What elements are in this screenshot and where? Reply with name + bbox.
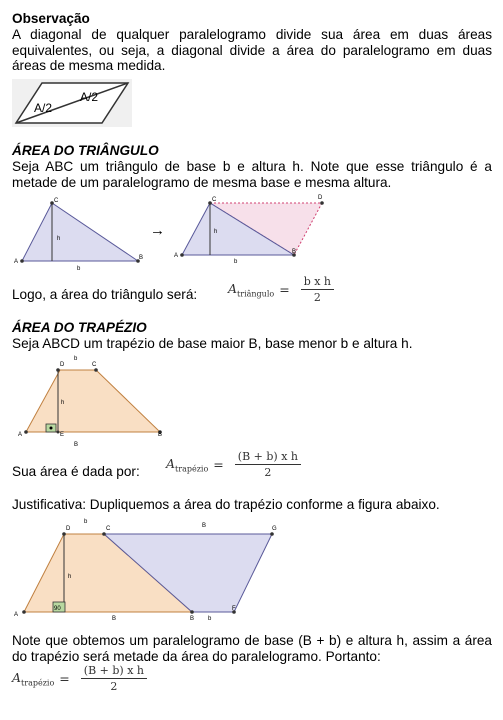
label-B-top: B bbox=[202, 523, 207, 529]
triangle-area-formula bbox=[228, 275, 334, 304]
arrow-icon: → bbox=[150, 222, 165, 239]
formula-lhs: $A_{trapézio}$ bbox=[166, 455, 209, 474]
area-half-label-1: A/2 bbox=[34, 101, 53, 115]
label-A: A bbox=[18, 432, 23, 438]
label-A: A bbox=[14, 612, 19, 618]
trapezio-area-text: Sua área é dada por: bbox=[12, 464, 140, 479]
label-D: D bbox=[60, 362, 65, 368]
label-B: B bbox=[190, 616, 195, 622]
label-C: C bbox=[106, 526, 111, 532]
label-b-bottom: b bbox=[208, 616, 212, 622]
trapezoid-area-formula bbox=[166, 450, 301, 479]
triangle-parallelogram-figure bbox=[174, 193, 334, 273]
note-text: Note que obtemos um paralelogramo de base (B + b) e altura h, assim a área do trapézio será metade da área do paralelogramo. Portanto: bbox=[12, 633, 492, 664]
trapezio-heading: ÁREA DO TRAPÉZIO bbox=[12, 320, 147, 335]
observacao-title: Observação bbox=[12, 11, 90, 26]
label-E: E bbox=[60, 432, 65, 438]
formula-lhs: $A_{trapézio}$ bbox=[12, 669, 55, 688]
area-half-label-2: A/2 bbox=[80, 90, 99, 104]
formula-fraction: $\frac{\text{(B + b) x h}}{2}$ bbox=[235, 450, 301, 479]
label-G: G bbox=[272, 526, 277, 532]
label-h: h bbox=[68, 574, 72, 580]
angle-label: 90 bbox=[54, 606, 61, 612]
label-A: A bbox=[174, 253, 179, 259]
label-B: B bbox=[139, 255, 144, 261]
label-C: C bbox=[92, 362, 97, 368]
label-B: B bbox=[292, 249, 297, 255]
triangulo-heading: ÁREA DO TRIÂNGULO bbox=[12, 143, 159, 158]
trapezoid-area-formula-final bbox=[12, 664, 147, 693]
label-B-base: B bbox=[74, 442, 79, 448]
trapezoid-figure bbox=[12, 352, 172, 452]
label-C: C bbox=[212, 197, 217, 203]
formula-fraction: $\frac{\text{b x h}}{2}$ bbox=[301, 275, 334, 304]
label-B: B bbox=[158, 432, 163, 438]
observacao-text: A diagonal de qualquer paralelogramo divide sua área em duas áreas equivalentes, ou seja, a diagonal divide a área do paralelogramo em duas áreas de mesma medida. bbox=[12, 27, 492, 73]
label-A: A bbox=[14, 259, 19, 265]
label-B-bottom: B bbox=[112, 616, 117, 622]
formula-lhs: $A_{triângulo}$ bbox=[228, 280, 275, 299]
label-h: h bbox=[214, 229, 218, 235]
triangulo-conclusion: Logo, a área do triângulo será: bbox=[12, 287, 198, 302]
label-F: F bbox=[232, 606, 236, 612]
label-C: C bbox=[54, 198, 59, 204]
label-b-top: b bbox=[84, 519, 88, 525]
label-b: b bbox=[74, 356, 78, 362]
label-b: b bbox=[77, 266, 81, 272]
parallelogram-diagonal-figure bbox=[12, 79, 132, 127]
label-D: D bbox=[318, 195, 323, 201]
label-D: D bbox=[66, 526, 71, 532]
formula-equals: = bbox=[279, 282, 290, 297]
formula-fraction: $\frac{\text{(B + b) x h}}{2}$ bbox=[81, 664, 147, 693]
trapezoid-doubled-figure bbox=[12, 512, 292, 622]
label-b: b bbox=[234, 259, 238, 265]
formula-equals: = bbox=[59, 671, 70, 686]
formula-equals: = bbox=[213, 457, 224, 472]
trapezio-text: Seja ABCD um trapézio de base maior B, base menor b e altura h. bbox=[12, 336, 413, 351]
justificativa-text: Justificativa: Dupliquemos a área do trapézio conforme a figura abaixo. bbox=[12, 497, 440, 512]
triangle-figure bbox=[12, 193, 152, 273]
label-h: h bbox=[61, 400, 65, 406]
label-h: h bbox=[57, 236, 61, 242]
triangulo-text: Seja ABC um triângulo de base b e altura h. Note que esse triângulo é a metade de um paralelogramo de mesma base e mesma altura. bbox=[12, 159, 492, 190]
